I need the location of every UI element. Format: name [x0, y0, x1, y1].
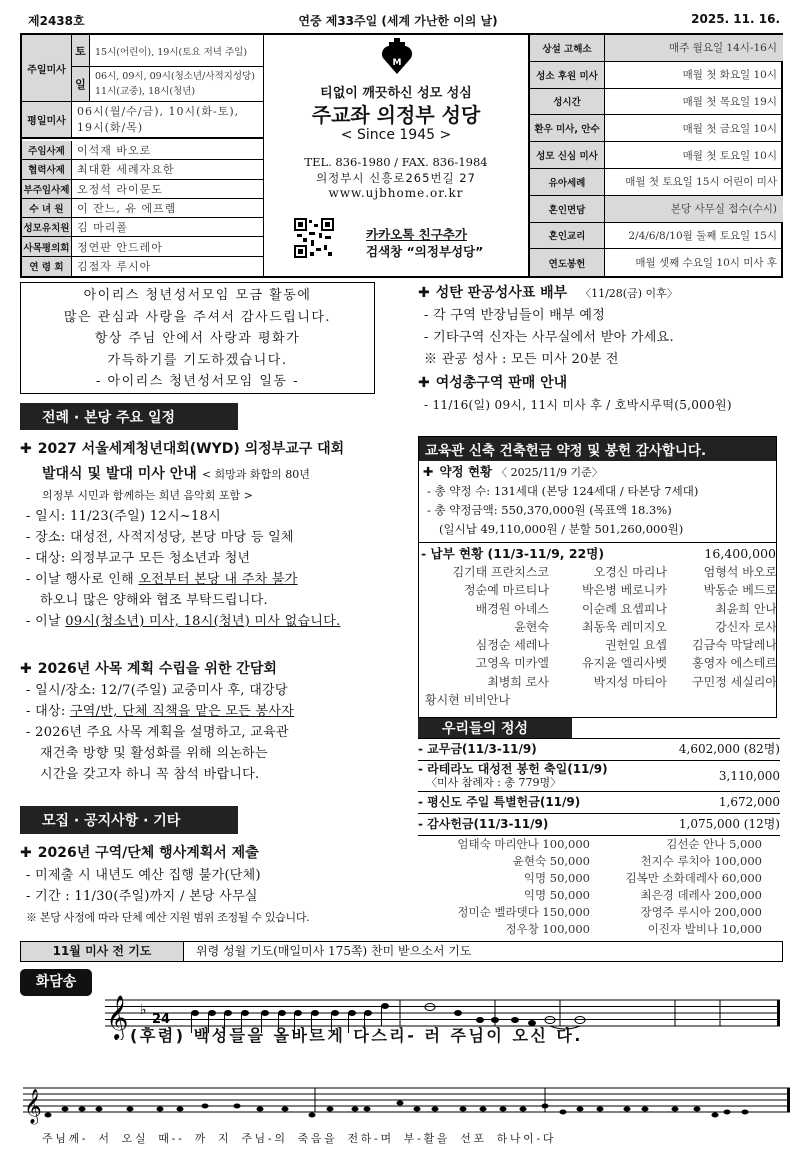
sunday-mass-times-1: 06시, 09시, 09시(청소년/사적지성당) — [95, 71, 255, 82]
note-icon — [208, 1010, 216, 1016]
note-icon — [364, 1107, 371, 1112]
note-icon — [460, 1107, 467, 1112]
staff-name: 김 마리폴 — [77, 221, 129, 235]
events-line-2: - 기간 : 11/30(주일)까지 / 본당 사무실 — [26, 889, 258, 904]
wyd-parking-2: 하오니 많은 양해와 협조 부탁드립니다. — [40, 593, 268, 608]
staff-row — [22, 199, 264, 218]
payer-name: 홍영자 에스테르 — [692, 656, 777, 671]
notice-line: 아이리스 청년성서모임 모금 활동에 — [83, 288, 312, 303]
thanks-entry: 장영주 루시아 200,000 — [640, 905, 762, 919]
christmas-line-3: ※ 관공 성사 : 모든 미사 20분 전 — [424, 352, 619, 367]
offering-label: - 감사헌금(11/3-11/9) — [418, 817, 549, 831]
plan-desc-3: 시간을 갖고자 하니 꼭 참석 바랍니다. — [40, 767, 260, 782]
wyd-nomass-prefix: - 이날 — [26, 614, 66, 629]
cross-icon: ✚ — [418, 375, 430, 391]
offering-label: - 평신도 주일 특별헌금(11/9) — [418, 795, 581, 809]
time-signature: 24 — [152, 1012, 171, 1027]
offering-label: - 라테라노 대성전 봉헌 축일(11/9) — [418, 762, 608, 776]
note-icon — [724, 1110, 731, 1115]
note-icon — [79, 1107, 86, 1112]
note-icon — [257, 1107, 264, 1112]
thanks-entry: 엄태숙 마리안나 100,000 — [457, 837, 590, 851]
kakao-search-hint: 검색창 “의정부성당” — [366, 244, 484, 259]
notice-line: - 아이리스 청년성서모임 일동 - — [95, 374, 299, 389]
note-icon — [364, 1010, 372, 1016]
note-icon — [381, 1003, 389, 1009]
note-icon — [177, 1107, 184, 1112]
schedule-value: 매월 셋째 수요일 10시 미사 후 — [635, 257, 777, 270]
staff-name: 최대환 세례자요한 — [77, 163, 175, 177]
pledge-status-note: 〈 2025/11/9 기준〉 — [496, 466, 603, 479]
thanks-entry: 김복만 소화데레사 60,000 — [625, 871, 762, 885]
notice-box — [20, 282, 375, 394]
parish-subtitle: 티없이 깨끗하신 성모 성심 — [320, 86, 472, 101]
parish-website[interactable]: www.ujbhome.or.kr — [328, 186, 464, 200]
schedule-label: 성소 후원 미사 — [530, 62, 605, 88]
schedule-row — [530, 223, 783, 250]
final-barline — [777, 1000, 780, 1026]
note-icon — [127, 1107, 134, 1112]
staff-role: 사목평의회 — [22, 237, 72, 255]
psalm-lyrics-1: (후렴) 백성들을 올바르게 다스리- 러 주님이 오신 다. — [130, 1026, 583, 1045]
schedule-label: 유아세례 — [530, 169, 605, 195]
note-icon — [624, 1107, 631, 1112]
schedule-value: 2/4/6/8/10월 둘째 토요일 15시 — [628, 229, 777, 242]
week-title: 연중 제33주일 (세계 가난한 이의 날) — [298, 14, 498, 28]
payer-name: 최윤희 안나 — [715, 601, 777, 616]
offering-row — [418, 792, 780, 814]
staff-name: 이 잔느, 유 에프렘 — [77, 202, 177, 216]
building-fund-box — [418, 436, 777, 718]
final-barline — [787, 1088, 790, 1112]
schedule-row — [530, 142, 783, 169]
note-icon — [96, 1107, 103, 1112]
sunday-mass-label: 주일미사 — [22, 35, 72, 101]
events-notice — [20, 842, 390, 928]
christmas-title: 성탄 판공성사표 배부 — [435, 285, 568, 301]
wyd-title-1: 2027 서울세계청년대회(WYD) 의정부교구 대회 — [37, 441, 345, 457]
note-icon — [278, 1010, 286, 1016]
schedule-label: 성모 신심 미사 — [530, 142, 605, 168]
payment-total: 16,400,000 — [704, 546, 776, 561]
wyd-date: - 일시: 11/23(주일) 12시~18시 — [26, 509, 222, 524]
wyd-title-2: 발대식 및 발대 미사 안내 — [42, 466, 197, 482]
parish-phone: TEL. 836-1980 / FAX. 836-1984 — [304, 155, 488, 169]
pledge-breakdown: (일시납 49,110,000원 / 분할 501,260,000원) — [439, 522, 684, 536]
svg-text:M: M — [392, 58, 402, 68]
thanks-entry: 최은경 데레사 200,000 — [640, 888, 762, 902]
staff-row — [22, 257, 264, 276]
note-icon — [202, 1104, 209, 1109]
schedule-value: 매월 첫 토요일 10시 — [682, 149, 777, 162]
payer-name: 엄형석 바오로 — [703, 565, 777, 579]
note-icon — [309, 1113, 316, 1118]
note-icon — [261, 1010, 269, 1016]
schedule-value: 매월 첫 토요일 15시 어린이 미사 — [625, 176, 777, 189]
note-icon — [712, 1113, 719, 1118]
thanks-offering-list — [418, 836, 780, 938]
note-icon — [191, 1010, 199, 1016]
cross-icon: ✚ — [20, 845, 32, 861]
schedule-label: 연도봉헌 — [530, 249, 605, 276]
payer-name: 권헌일 요셉 — [605, 638, 667, 653]
schedule-row — [530, 89, 783, 116]
offering-value: 3,110,000 — [718, 769, 780, 783]
mass-table — [22, 35, 264, 276]
plan-desc-1: - 2026년 주요 사목 계획을 설명하고, 교육관 — [26, 725, 289, 740]
payer-name: 박동순 베드로 — [703, 583, 777, 598]
payment-status-title: - 납부 현황 (11/3-11/9, 22명) — [421, 546, 605, 561]
staff-role: 수 녀 원 — [22, 199, 72, 217]
kakao-add-friend[interactable]: 카카오톡 친구추가 — [366, 227, 467, 242]
cross-icon: ✚ — [423, 464, 434, 479]
payer-name: 박지성 마티아 — [593, 674, 667, 689]
note-icon — [311, 1010, 319, 1016]
offering-sub: 〈미사 참례자 : 총 779명〉 — [426, 776, 562, 789]
flat-icon: ♭ — [140, 1002, 147, 1018]
prayer-value: 위령 성월 기도(매일미사 175쪽) 찬미 받으소서 기도 — [196, 944, 472, 958]
payer-name: 배경원 아녜스 — [475, 601, 549, 616]
plan-desc-2: 재건축 방향 및 활성화를 위해 의논하는 — [40, 746, 268, 761]
schedule-value: 매월 첫 금요일 10시 — [682, 122, 777, 135]
plan-notice — [20, 658, 385, 785]
note-icon — [157, 1107, 164, 1112]
payer-name: 김금숙 막달레나 — [692, 638, 777, 653]
staff-name: 김점자 루시아 — [77, 260, 152, 274]
wyd-note-1: < 희망과 화합의 80년 — [201, 468, 310, 481]
weekday-mass-times-1: 06시(월/수/금), 10시(화-토), — [77, 104, 240, 118]
christmas-line-2: - 기타구역 신자는 사무실에서 받아 가세요. — [424, 330, 674, 345]
payer-name: 김기태 프란치스코 — [452, 565, 549, 579]
payer-name: 정순예 마르티나 — [464, 583, 549, 598]
payer-name: 심정순 세레나 — [475, 638, 549, 653]
thanks-entry: 정우창 100,000 — [505, 922, 590, 936]
christmas-note: 〈11/28(금) 이후〉 — [580, 287, 678, 300]
note-icon — [327, 1107, 334, 1112]
note-icon — [542, 1104, 549, 1109]
thanks-entry: 윤현숙 50,000 — [512, 854, 590, 868]
wyd-place: - 장소: 대성전, 사적지성당, 본당 마당 등 일체 — [26, 530, 294, 545]
weekday-mass-times-2: 19시(화/목) — [77, 120, 144, 134]
notice-line: 항상 주님 안에서 사랑과 평화가 — [94, 331, 301, 346]
pledge-status-title: 약정 현황 — [439, 464, 493, 479]
wyd-note-2: 의정부 시민과 함께하는 희년 음악회 포함 > — [42, 489, 253, 502]
thanks-entry: 익명 50,000 — [523, 888, 590, 902]
payer-name: 구민정 세실리아 — [692, 674, 777, 689]
staff-row — [22, 141, 264, 160]
staff-role: 부주임사제 — [22, 180, 72, 198]
offering-row — [418, 739, 780, 761]
parish-info — [264, 35, 528, 276]
staff-role: 주임사제 — [22, 141, 72, 159]
note-icon — [672, 1107, 679, 1112]
section-header-notices: 모집 · 공지사항 · 기타 — [20, 806, 238, 834]
staff-role: 성모유치원 — [22, 218, 72, 236]
staff-name: 오정석 라이문도 — [77, 182, 163, 196]
wyd-target: - 대상: 의정부교구 모든 청소년과 청년 — [26, 551, 251, 566]
sunday-mass-row — [22, 35, 264, 102]
note-icon — [348, 1010, 356, 1016]
schedule-value: 본당 사무실 접수(수시) — [605, 196, 783, 222]
parish-since: < Since 1945 > — [340, 127, 452, 143]
payer-name: 고영옥 미카엘 — [475, 656, 549, 671]
offering-label-wrap — [418, 740, 537, 759]
note-icon — [500, 1107, 507, 1112]
thanks-entry: 정미순 벨라뎃다 150,000 — [457, 905, 590, 919]
note-icon — [432, 1107, 439, 1112]
note-icon — [694, 1107, 701, 1112]
wyd-parking-prefix: - 이날 행사로 인해 — [26, 572, 139, 587]
treble-clef-icon: 𝄞 — [106, 995, 129, 1039]
payer-name: 오경신 마리나 — [593, 565, 667, 579]
cross-icon: ✚ — [20, 441, 32, 457]
note-icon — [241, 1010, 249, 1016]
qr-code-icon[interactable] — [294, 218, 334, 258]
payer-name: 최병희 로사 — [487, 674, 549, 689]
offering-label: - 교무금(11/3-11/9) — [418, 742, 537, 756]
header-box — [20, 33, 783, 278]
offering-row — [418, 761, 780, 792]
schedule-row — [530, 169, 783, 196]
payer-name: 박은병 베로니카 — [582, 583, 667, 598]
women-title: 여성총구역 판매 안내 — [435, 375, 568, 391]
thanks-entry: 이진자 발비나 10,000 — [647, 922, 762, 936]
offering-value: 4,602,000 (82명) — [678, 742, 780, 756]
schedule-label: 혼인면담 — [530, 196, 605, 222]
events-line-1: - 미제출 시 내년도 예산 집행 불가(단체) — [26, 868, 261, 883]
payer-name: 강신자 로사 — [715, 619, 777, 634]
weekday-mass-row — [22, 102, 264, 139]
note-icon — [224, 1010, 232, 1016]
sunday-mass-times-2: 11시(교중), 18시(청년) — [95, 86, 196, 97]
sunday-label: 일 — [72, 67, 90, 101]
schedule-label: 환우 미사, 안수 — [530, 115, 605, 141]
christmas-notice — [418, 282, 788, 416]
bulletin-date: 2025. 11. 16. — [691, 12, 780, 26]
thanks-entry: 김선순 안나 5,000 — [666, 837, 762, 851]
schedule-value: 매월 첫 목요일 19시 — [682, 95, 777, 108]
sacred-heart-logo-icon — [380, 38, 414, 76]
pledge-count: - 총 약정 수: 131세대 (본당 124세대 / 타본당 7세대) — [427, 484, 699, 498]
payer-name: 유지윤 엘리사벳 — [582, 656, 667, 671]
schedule-row — [530, 35, 783, 62]
wyd-parking-notice: 오전부터 본당 내 주차 불가 — [138, 572, 298, 587]
note-icon — [480, 1107, 487, 1112]
schedule-value: 매월 첫 화요일 10시 — [682, 69, 777, 82]
schedule-label: 상설 고해소 — [530, 35, 605, 61]
offering-section — [418, 718, 780, 938]
schedule-row — [530, 62, 783, 89]
psalm-label: 화담송 — [20, 969, 92, 996]
plan-target-prefix: - 대상: — [26, 704, 70, 719]
note-icon — [45, 1113, 52, 1118]
offering-value: 1,672,000 — [718, 795, 780, 809]
staff-role: 협력사제 — [22, 160, 72, 178]
offering-row — [418, 814, 780, 836]
pledge-amount: - 총 약정금액: 550,370,000원 (목표액 18.3%) — [427, 503, 672, 517]
section-header-liturgy: 전례 · 본당 주요 일정 — [20, 403, 238, 430]
psalm-score-2 — [15, 1080, 795, 1125]
note-icon — [62, 1107, 69, 1112]
staff-name: 이석재 바오로 — [77, 144, 152, 158]
weekday-mass-label: 평일미사 — [22, 102, 72, 137]
thanks-entry: 익명 50,000 — [523, 871, 590, 885]
note-icon — [397, 1101, 404, 1106]
staff-role: 연 령 회 — [22, 257, 72, 276]
note-icon — [234, 1104, 241, 1109]
plan-date: - 일시/장소: 12/7(주일) 교중미사 후, 대강당 — [26, 683, 288, 698]
staff-name: 정연판 안드레아 — [77, 240, 163, 254]
saturday-mass-times: 15시(어린이), 19시(토요 저녁 주일) — [95, 46, 248, 58]
payer-name: 이순례 요셉피나 — [582, 601, 667, 616]
schedule-label: 성시간 — [530, 89, 605, 115]
staff-row — [22, 160, 264, 179]
offering-label-wrap — [418, 793, 580, 812]
note-icon — [577, 1107, 584, 1112]
note-icon — [560, 1110, 567, 1115]
note-icon — [454, 1010, 462, 1016]
thanks-entry: 천지수 루치아 100,000 — [640, 854, 762, 868]
parish-name: 주교좌 의정부 성당 — [311, 103, 481, 127]
schedule-row — [530, 196, 783, 223]
cross-icon: ✚ — [418, 285, 430, 301]
payer-name: 황시현 비비안나 — [425, 693, 510, 708]
wyd-notice — [20, 438, 385, 632]
schedule-row — [530, 115, 783, 142]
payer-name: 최동욱 레미지오 — [582, 619, 667, 634]
staff-list — [22, 141, 264, 276]
christmas-line-1: - 각 구역 반장님들이 배부 예정 — [424, 308, 606, 323]
schedule-table — [528, 35, 781, 276]
schedule-row — [530, 249, 783, 276]
notice-line: 많은 관심과 사랑을 주셔서 감사드립니다. — [63, 309, 332, 325]
note-icon — [642, 1107, 649, 1112]
plan-title: 2026년 사목 계획 수립을 위한 간담회 — [37, 661, 277, 677]
saturday-label: 토 — [72, 35, 90, 66]
note-icon — [597, 1107, 604, 1112]
building-fund-header: 교육관 신축 건축헌금 약정 및 봉헌 감사합니다. — [419, 437, 776, 461]
note-icon — [414, 1107, 421, 1112]
staff-row — [22, 180, 264, 199]
issue-number: 제2438호 — [28, 14, 85, 28]
prayer-bar — [20, 941, 783, 962]
wyd-nomass-notice: 09시(청소년) 미사, 18시(청년) 미사 없습니다. — [65, 614, 341, 629]
note-icon — [294, 1010, 302, 1016]
schedule-value: 매주 월요일 14시-16시 — [605, 35, 783, 61]
parish-address: 의정부시 신흥로265번길 27 — [316, 171, 476, 185]
note-icon — [520, 1107, 527, 1112]
cross-icon: ✚ — [20, 661, 32, 677]
note-icon — [331, 1010, 339, 1016]
payer-list — [421, 563, 776, 709]
plan-target: 구역/반, 단체 직책을 맡은 모든 봉사자 — [69, 704, 295, 719]
note-icon — [742, 1110, 749, 1115]
treble-clef-icon: 𝄞 — [24, 1089, 42, 1124]
note-icon — [352, 1107, 359, 1112]
staff-row — [22, 237, 264, 256]
notice-line: 가득하기를 기도하겠습니다. — [107, 352, 288, 368]
psalm-lyrics-2: 주님께- 서 오실 때-- 까 지 주님-의 죽음을 전하-며 부-활을 선포 하나이-다 — [42, 1132, 557, 1145]
note-icon — [282, 1107, 289, 1112]
offering-header: 우리들의 정성 — [418, 718, 572, 738]
prayer-label: 11월 미사 전 기도 — [21, 942, 184, 961]
women-line-1: - 11/16(일) 09시, 11시 미사 후 / 호박시루떡(5,000원) — [424, 398, 732, 412]
staff-row — [22, 218, 264, 237]
offering-label-wrap — [418, 815, 548, 834]
payer-name: 윤현숙 — [514, 619, 549, 634]
schedule-label: 혼인교리 — [530, 223, 605, 249]
events-title: 2026년 구역/단체 행사계획서 제출 — [37, 845, 259, 861]
offering-value: 1,075,000 (12명) — [678, 817, 780, 831]
events-line-3: ※ 본당 사정에 따라 단체 예산 지원 범위 조정될 수 있습니다. — [26, 911, 310, 924]
offering-label-wrap — [418, 762, 608, 790]
